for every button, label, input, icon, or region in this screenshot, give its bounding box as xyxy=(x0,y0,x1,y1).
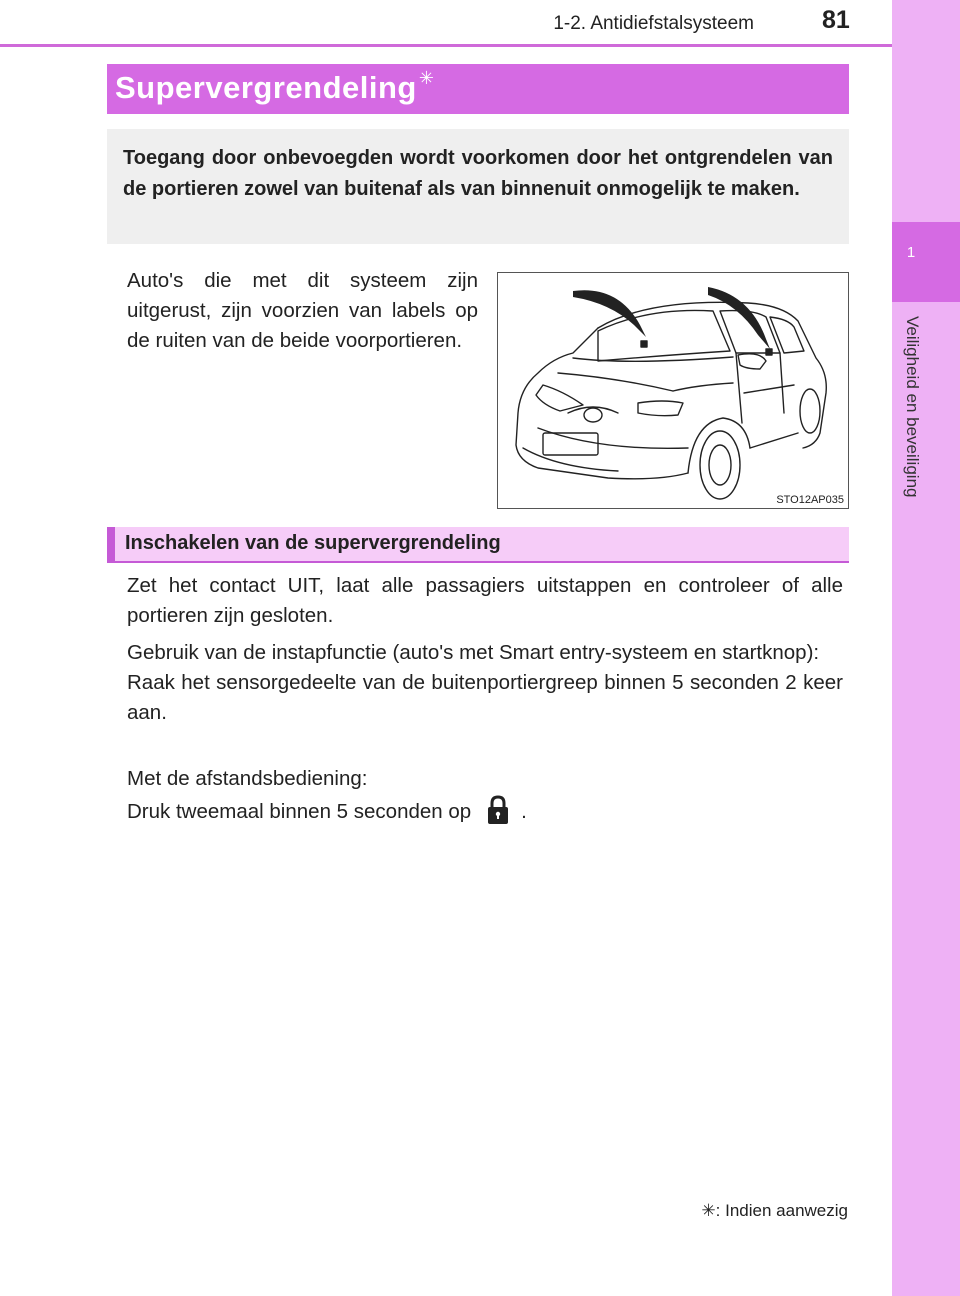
figure-code: STO12AP035 xyxy=(776,494,844,506)
section-title: 1-2. Antidiefstalsysteem xyxy=(553,13,754,34)
footnote-marker: ✳ xyxy=(701,1201,716,1220)
subheading-bar xyxy=(107,527,849,563)
subheading-text: Inschakelen van de supervergrendeling xyxy=(125,532,501,554)
step-remote-instruction: Druk tweemaal binnen 5 seconden op xyxy=(127,800,472,823)
page-title-bar xyxy=(107,64,849,114)
step-ignition-off: Zet het contact UIT, laat alle passagiers uitstappen en controleer of alle portieren zijn gesloten. xyxy=(127,574,843,627)
subheading-rule xyxy=(107,561,849,563)
page-title-text: Supervergrendeling xyxy=(115,70,417,105)
subheading-accent xyxy=(107,527,115,563)
car-drawing xyxy=(498,273,848,508)
header-rule xyxy=(0,44,892,47)
side-tab-chapter-label: Veiligheid en beveiliging xyxy=(903,316,922,498)
title-marker: ✳ xyxy=(418,68,435,88)
lock-icon xyxy=(485,794,511,826)
page-number: 81 xyxy=(822,6,850,34)
footnote xyxy=(701,1201,848,1221)
side-tab-chapter-number: 1 xyxy=(906,244,916,261)
step-entry-instruction: Raak het sensorgedeelte van de buitenportiergreep binnen 5 seconden 2 keer aan. xyxy=(127,671,843,724)
body-paragraph-labels: Auto's die met dit systeem zijn uitgerust, zijn voorzien van labels op de ruiten van de beide voorportieren. xyxy=(127,269,478,352)
footnote-text: : Indien aanwezig xyxy=(715,1201,848,1220)
step-entry-heading: Gebruik van de instapfunctie (auto's met Smart entry-systeem en startknop): xyxy=(127,641,820,664)
step-remote-period: . xyxy=(521,800,527,823)
step-entry-function xyxy=(127,638,843,728)
intro-box xyxy=(107,129,849,244)
car-illustration xyxy=(497,272,849,509)
side-tab-chapter-block xyxy=(892,222,960,302)
step-remote-heading: Met de afstandsbediening: xyxy=(127,767,368,790)
page-title xyxy=(115,70,434,106)
step-remote xyxy=(127,764,843,827)
side-tab-strip xyxy=(892,0,960,1296)
intro-text: Toegang door onbevoegden wordt voorkomen door het ontgrendelen van de portieren zowel van buitenaf als van binnenuit onmogelijk te maken. xyxy=(123,147,833,200)
